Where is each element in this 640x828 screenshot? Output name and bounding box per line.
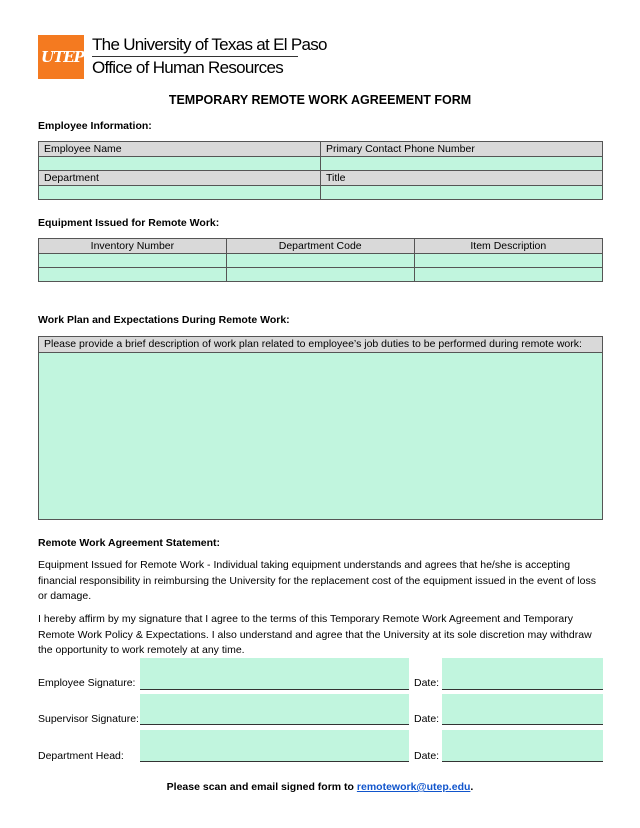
equipment-table	[38, 238, 603, 282]
inventory-number-field[interactable]	[39, 254, 227, 268]
form-title: TEMPORARY REMOTE WORK AGREEMENT FORM	[168, 93, 472, 107]
item-description-field[interactable]	[414, 268, 602, 282]
logo-divider	[92, 56, 298, 57]
department-label: Department	[39, 171, 321, 186]
employee-name-field[interactable]	[39, 157, 321, 171]
col-inventory-number: Inventory Number	[39, 239, 227, 254]
phone-field[interactable]	[321, 157, 603, 171]
employee-info-table	[38, 141, 603, 200]
agreement-paragraph-2: I hereby affirm by my signature that I agree to the terms of this Temporary Remote Work Agreement and Temporary Remote Work Policy & Expectations. I also understand and agree that the University at its sole discretion may withdraw the opportunity to work remotely at any time.	[38, 613, 592, 656]
department-code-field[interactable]	[226, 254, 414, 268]
title-field[interactable]	[321, 186, 603, 200]
work-plan-prompt: Please provide a brief description of work plan related to employee’s job duties to be performed during remote work:	[39, 337, 602, 353]
footer-end: .	[470, 781, 474, 793]
employee-signature-field[interactable]	[140, 658, 409, 690]
work-plan-box	[38, 336, 603, 520]
col-department-code: Department Code	[226, 239, 414, 254]
work-plan-heading: Work Plan and Expectations During Remote Work:	[38, 314, 290, 326]
department-head-date-field[interactable]	[442, 730, 603, 762]
agreement-paragraph-1: Equipment Issued for Remote Work - Individual taking equipment understands and agrees that he/she is accepting financial responsibility in reimbursing the University for the replacement cost of the equipment issued in the event of loss or damage.	[38, 559, 596, 602]
equipment-heading: Equipment Issued for Remote Work:	[38, 217, 220, 229]
col-item-description: Item Description	[414, 239, 602, 254]
item-description-field[interactable]	[414, 254, 602, 268]
supervisor-signature-field[interactable]	[140, 694, 409, 725]
supervisor-date-label: Date:	[414, 713, 440, 725]
department-field[interactable]	[39, 186, 321, 200]
employee-date-label: Date:	[414, 677, 440, 689]
phone-label: Primary Contact Phone Number	[321, 142, 603, 157]
footer-text: Please scan and email signed form to	[166, 781, 357, 793]
supervisor-date-field[interactable]	[442, 694, 603, 725]
inventory-number-field[interactable]	[39, 268, 227, 282]
university-name: The University of Texas at El Paso	[92, 35, 327, 54]
supervisor-signature-label: Supervisor Signature:	[38, 713, 139, 725]
employee-signature-label: Employee Signature:	[38, 677, 136, 689]
office-name: Office of Human Resources	[92, 58, 283, 77]
department-head-date-label: Date:	[414, 750, 440, 762]
title-label: Title	[321, 171, 603, 186]
employee-date-field[interactable]	[442, 658, 603, 690]
utep-logo	[38, 35, 327, 79]
department-head-signature-field[interactable]	[140, 730, 409, 762]
utep-logo-mark: UTEP	[38, 35, 84, 79]
employee-info-heading: Employee Information:	[38, 120, 152, 132]
email-link[interactable]: remotework@utep.edu	[356, 781, 471, 793]
footer-instruction	[0, 781, 640, 793]
department-head-label: Department Head:	[38, 750, 124, 762]
agreement-heading: Remote Work Agreement Statement:	[38, 537, 221, 549]
employee-name-label: Employee Name	[39, 142, 321, 157]
department-code-field[interactable]	[226, 268, 414, 282]
work-plan-field[interactable]	[39, 353, 602, 519]
